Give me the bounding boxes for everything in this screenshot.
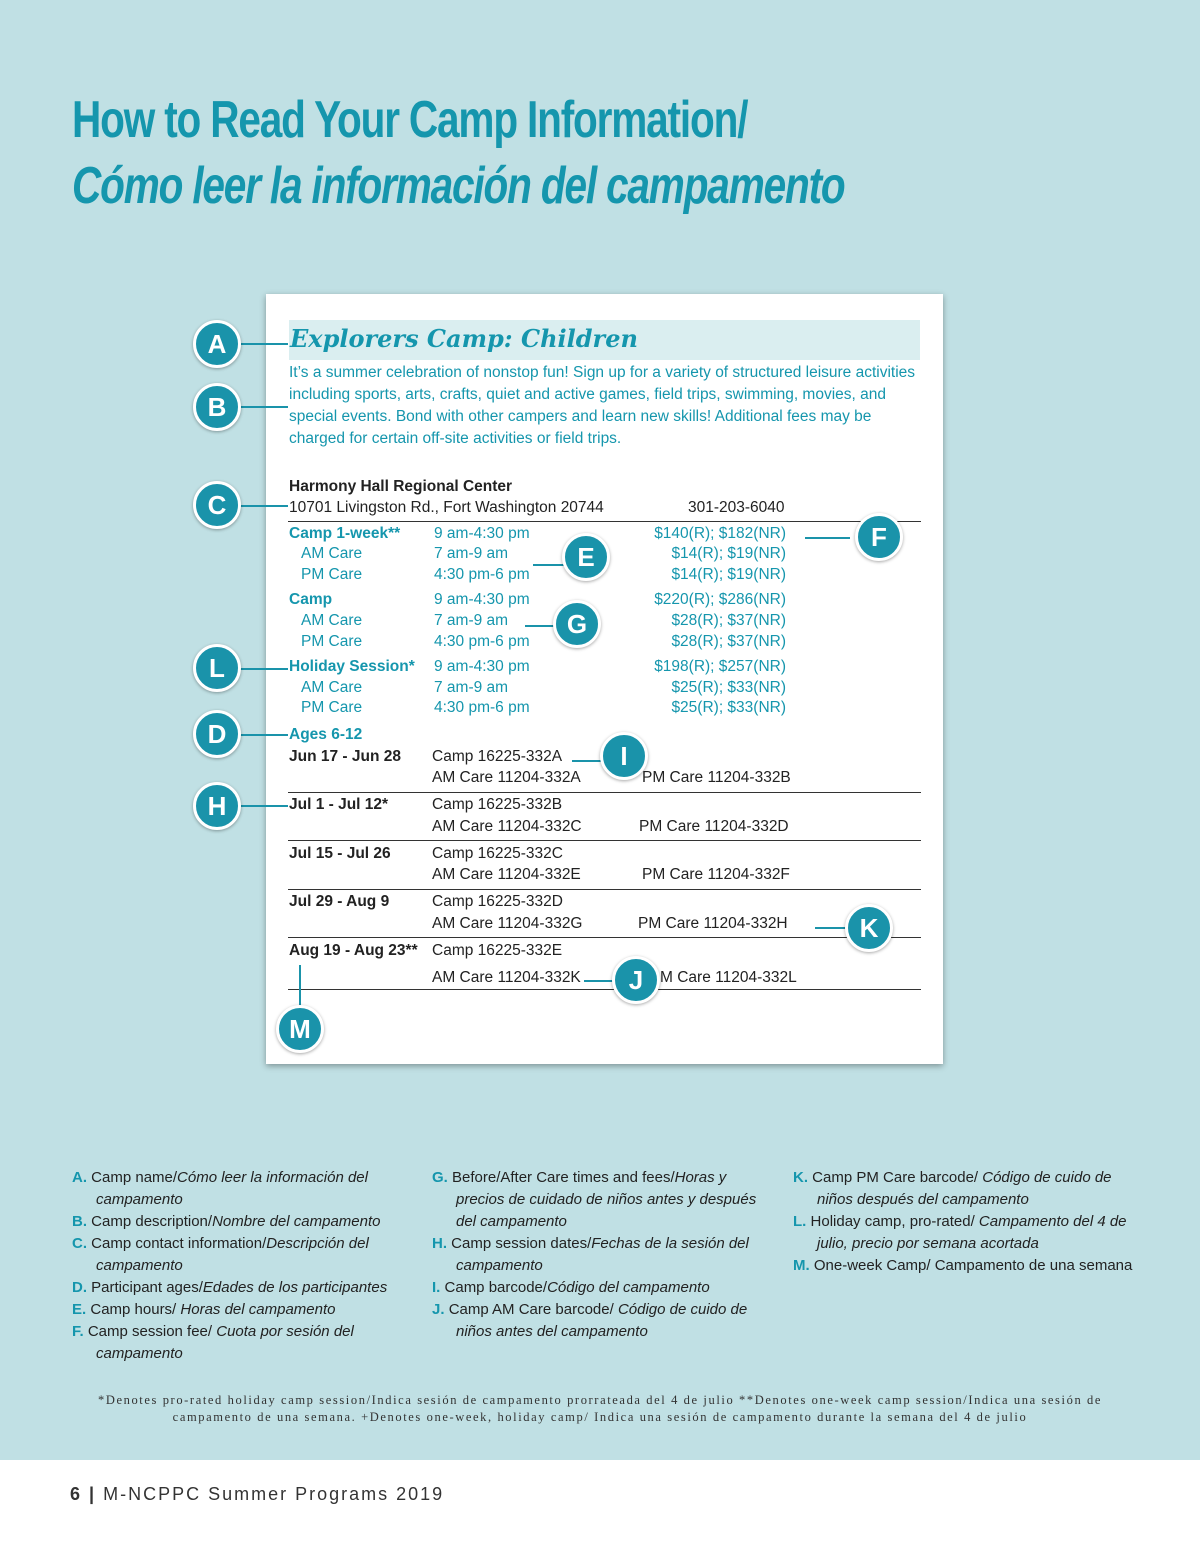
session-pm-code: M Care 11204-332L	[660, 969, 797, 986]
callout-marker-h: H	[193, 782, 241, 830]
callout-marker-c: C	[193, 481, 241, 529]
legend-item-a: A. Camp name/Cómo leer la información del campamento	[72, 1169, 368, 1208]
fee-row-hours: 4:30 pm-6 pm	[434, 633, 530, 650]
fee-row-hours: 9 am-4:30 pm	[434, 525, 530, 542]
fee-row-label: AM Care	[301, 679, 363, 696]
callout-line	[240, 734, 288, 736]
legend-item-j: J. Camp AM Care barcode/ Código de cuido de niños antes del campamento	[432, 1301, 748, 1340]
camp-name: Explorers Camp: Children	[290, 324, 638, 353]
fee-row-hours: 7 am-9 am	[434, 679, 509, 696]
fee-row-fee: $220(R); $286(NR)	[654, 591, 786, 608]
fee-row-label: Camp	[289, 591, 333, 608]
fee-row-hours: 4:30 pm-6 pm	[434, 566, 530, 583]
fee-row-label: Holiday Session*	[289, 658, 415, 675]
page-number: 6	[70, 1484, 83, 1504]
session-dates: Jul 1 - Jul 12*	[289, 796, 389, 813]
callout-marker-a: A	[193, 320, 241, 368]
session-am-code: AM Care 11204-332G	[432, 915, 583, 932]
legend-item-m: M. One-week Camp/ Campamento de una semana	[793, 1257, 1133, 1274]
callout-marker-m: M	[276, 1005, 324, 1053]
legend-item-k: K. Camp PM Care barcode/ Código de cuido de niños después del campamento	[793, 1169, 1112, 1208]
session-pm-code: PM Care 11204-332F	[642, 866, 790, 883]
session-am-code: AM Care 11204-332C	[432, 818, 582, 835]
divider	[288, 889, 921, 890]
fee-row-hours: 7 am-9 am	[434, 612, 509, 629]
divider	[288, 989, 921, 990]
callout-line	[572, 760, 604, 762]
session-am-code: AM Care 11204-332E	[432, 866, 581, 883]
fee-row-fee: $25(R); $33(NR)	[671, 679, 786, 696]
center-name: Harmony Hall Regional Center	[289, 478, 513, 495]
legend-column-2	[432, 1167, 777, 1343]
callout-marker-l: L	[193, 644, 241, 692]
page-title-spanish: Cómo leer la información del campamento	[72, 157, 845, 215]
divider	[288, 521, 921, 522]
session-dates: Jul 29 - Aug 9	[289, 893, 390, 910]
session-pm-code: PM Care 11204-332B	[642, 769, 791, 786]
callout-marker-i: I	[600, 732, 648, 780]
fee-row-hours: 7 am-9 am	[434, 545, 509, 562]
fee-row-hours: 9 am-4:30 pm	[434, 591, 530, 608]
session-pm-code: PM Care 11204-332H	[638, 915, 788, 932]
session-am-code: AM Care 11204-332K	[432, 969, 581, 986]
fee-row-label: Camp 1-week**	[289, 525, 401, 542]
callout-line	[240, 343, 288, 345]
camp-description: It’s a summer celebration of nonstop fun! Sign up for a variety of structured leisure activities including sports, arts, crafts, quiet and active games, field trips, swimming, movies, and special events. Bond with other campers and learn new skills! Additional fees may be charged for certain off-site activities or field trips.	[289, 364, 916, 447]
page-title: How to Read Your Camp Information/	[72, 91, 748, 149]
callout-marker-k: K	[845, 904, 893, 952]
session-camp-code: Camp 16225-332A	[432, 748, 563, 765]
legend-item-d: D. Participant ages/Edades de los participantes	[72, 1279, 388, 1296]
fee-row-label: PM Care	[301, 633, 363, 650]
divider	[288, 792, 921, 793]
legend-item-c: C. Camp contact information/Descripción del campamento	[72, 1235, 369, 1274]
fee-row-hours: 4:30 pm-6 pm	[434, 699, 530, 716]
session-pm-code: PM Care 11204-332D	[639, 818, 789, 835]
legend-item-l: L. Holiday camp, pro-rated/ Campamento del 4 de julio, precio por semana acortada	[793, 1213, 1127, 1252]
callout-line	[805, 537, 850, 539]
footer-text	[70, 1484, 444, 1505]
divider	[288, 840, 921, 841]
session-camp-code: Camp 16225-332B	[432, 796, 563, 813]
callout-marker-b: B	[193, 383, 241, 431]
sample-camp-listing	[266, 294, 943, 1064]
callout-marker-f: F	[855, 513, 903, 561]
session-camp-code: Camp 16225-332C	[432, 845, 563, 862]
callout-marker-g: G	[553, 600, 601, 648]
footer-separator: |	[89, 1484, 97, 1504]
fee-row-fee: $28(R); $37(NR)	[671, 612, 786, 629]
callout-marker-d: D	[193, 710, 241, 758]
callout-marker-j: J	[612, 956, 660, 1004]
legend-item-b: B. Camp description/Nombre del campamento	[72, 1213, 381, 1230]
legend-item-g: G. Before/After Care times and fees/Horas y precios de cuidado de niños antes y después del campamento	[432, 1169, 757, 1230]
ages-label: Ages 6-12	[289, 726, 363, 743]
callout-line	[533, 564, 565, 566]
callout-line	[240, 406, 288, 408]
legend-item-i: I. Camp barcode/Código del campamento	[432, 1279, 710, 1296]
fee-row-label: AM Care	[301, 545, 363, 562]
fee-row-fee: $140(R); $182(NR)	[654, 525, 786, 542]
fee-row-fee: $14(R); $19(NR)	[671, 566, 786, 583]
session-camp-code: Camp 16225-332E	[432, 942, 563, 959]
callout-line	[240, 668, 288, 670]
callout-line	[240, 505, 288, 507]
fee-row-fee: $198(R); $257(NR)	[654, 658, 786, 675]
footnote: *Denotes pro-rated holiday camp session/Indica sesión de campamento prorrateada del 4 de julio **Denotes one-week camp session/Indica una sesión de campamento de una semana. +Denotes one-week, holiday camp/ Indica una sesión de campamento durante la semana del 4 de julio	[97, 1393, 1103, 1424]
callout-marker-e: E	[562, 533, 610, 581]
legend-column-1	[72, 1167, 402, 1365]
session-dates: Aug 19 - Aug 23**	[289, 942, 418, 959]
callout-line	[299, 965, 301, 1007]
legend-item-e: E. Camp hours/ Horas del campamento	[72, 1301, 336, 1318]
page-footer	[0, 1460, 1200, 1558]
legend-column-3	[793, 1167, 1133, 1277]
session-camp-code: Camp 16225-332D	[432, 893, 563, 910]
fee-row-fee: $14(R); $19(NR)	[671, 545, 786, 562]
legend-item-h: H. Camp session dates/Fechas de la sesión del campamento	[432, 1235, 749, 1274]
fee-row-label: PM Care	[301, 566, 363, 583]
fee-row-hours: 9 am-4:30 pm	[434, 658, 530, 675]
session-am-code: AM Care 11204-332A	[432, 769, 581, 786]
center-phone: 301-203-6040	[688, 499, 785, 516]
session-dates: Jul 15 - Jul 26	[289, 845, 391, 862]
callout-line	[240, 805, 288, 807]
session-dates: Jun 17 - Jun 28	[289, 748, 401, 765]
fee-row-fee: $25(R); $33(NR)	[671, 699, 786, 716]
fee-row-label: AM Care	[301, 612, 363, 629]
fee-row-label: PM Care	[301, 699, 363, 716]
publication-title: M-NCPPC Summer Programs 2019	[103, 1484, 445, 1504]
fee-row-fee: $28(R); $37(NR)	[671, 633, 786, 650]
legend-item-f: F. Camp session fee/ Cuota por sesión del campamento	[72, 1323, 354, 1362]
center-address: 10701 Livingston Rd., Fort Washington 20744	[289, 499, 604, 516]
divider	[288, 937, 921, 938]
